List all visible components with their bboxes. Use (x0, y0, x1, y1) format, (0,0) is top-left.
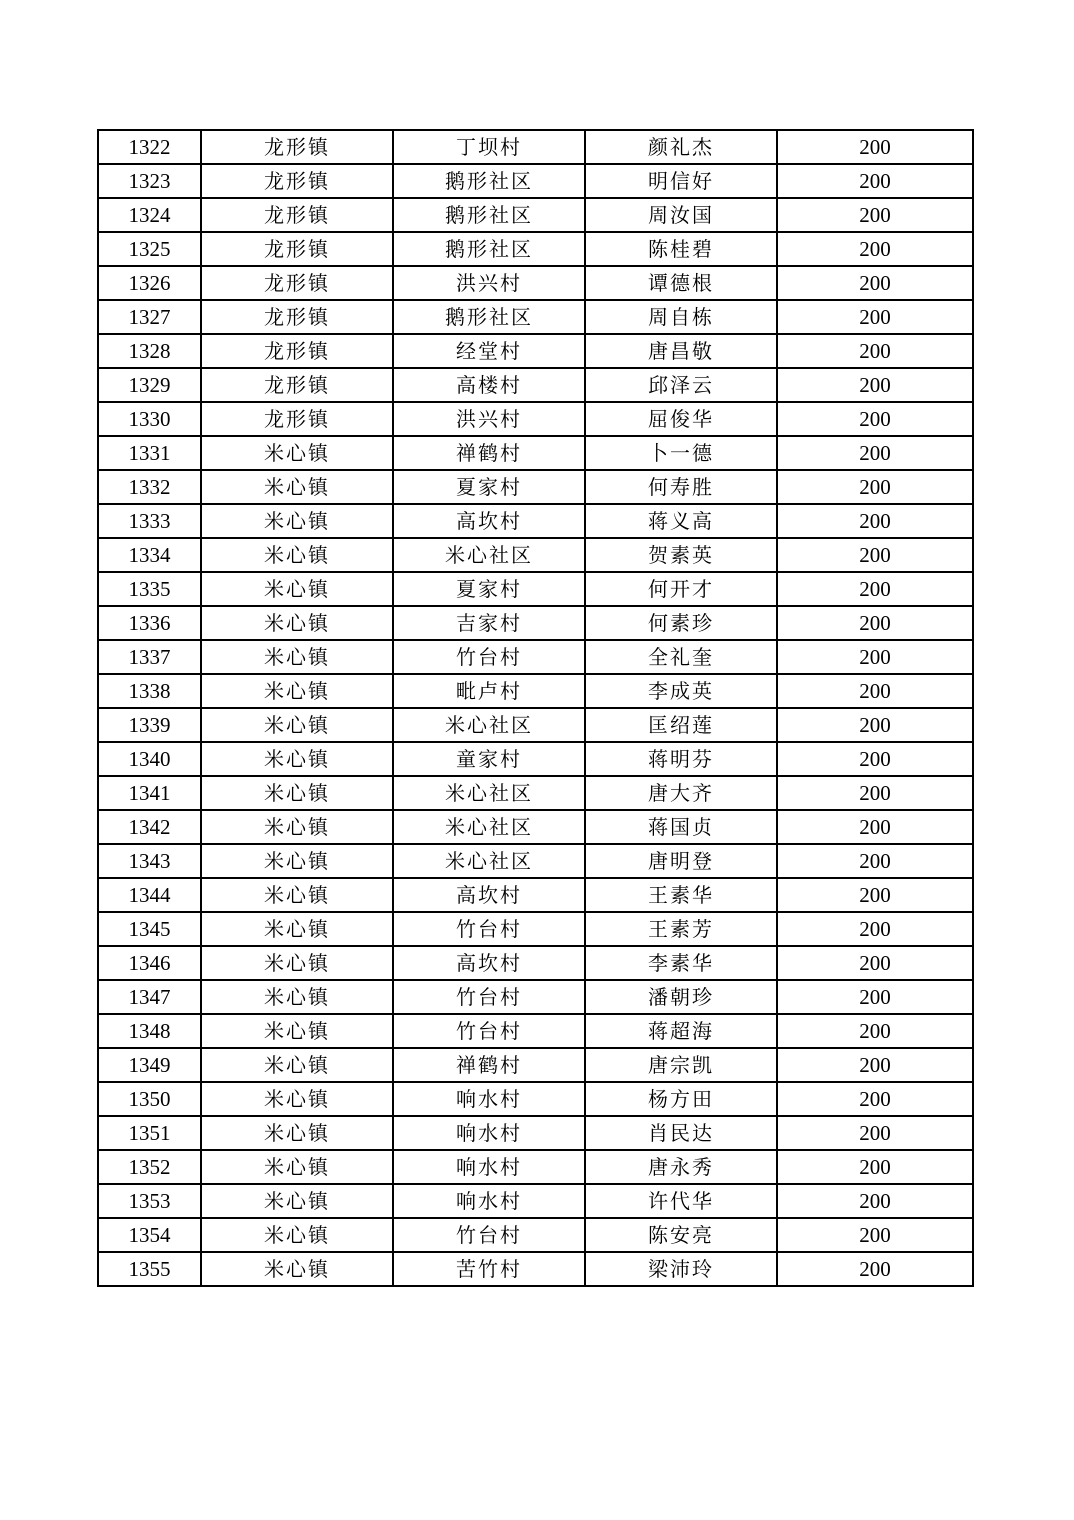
table-row (98, 606, 973, 640)
cell-village: 鹅形社区 (393, 164, 585, 198)
table-row (98, 300, 973, 334)
cell-amount: 200 (777, 674, 973, 708)
cell-serial-number: 1331 (98, 436, 201, 470)
cell-person-name: 李素华 (585, 946, 777, 980)
cell-town: 米心镇 (201, 504, 393, 538)
cell-amount: 200 (777, 742, 973, 776)
table-row (98, 402, 973, 436)
table-row (98, 946, 973, 980)
cell-town: 龙形镇 (201, 198, 393, 232)
cell-person-name: 何寿胜 (585, 470, 777, 504)
table-row (98, 334, 973, 368)
cell-serial-number: 1351 (98, 1116, 201, 1150)
cell-serial-number: 1349 (98, 1048, 201, 1082)
cell-town: 米心镇 (201, 810, 393, 844)
cell-person-name: 屈俊华 (585, 402, 777, 436)
cell-amount: 200 (777, 198, 973, 232)
table-row (98, 266, 973, 300)
cell-village: 经堂村 (393, 334, 585, 368)
cell-serial-number: 1348 (98, 1014, 201, 1048)
cell-serial-number: 1324 (98, 198, 201, 232)
cell-person-name: 李成英 (585, 674, 777, 708)
cell-village: 米心社区 (393, 844, 585, 878)
cell-town: 米心镇 (201, 742, 393, 776)
cell-person-name: 唐昌敬 (585, 334, 777, 368)
document-page (97, 129, 972, 1287)
cell-person-name: 杨方田 (585, 1082, 777, 1116)
cell-town: 米心镇 (201, 538, 393, 572)
cell-village: 响水村 (393, 1150, 585, 1184)
cell-person-name: 蒋超海 (585, 1014, 777, 1048)
cell-serial-number: 1330 (98, 402, 201, 436)
cell-town: 米心镇 (201, 470, 393, 504)
cell-town: 米心镇 (201, 878, 393, 912)
table-row (98, 436, 973, 470)
cell-town: 米心镇 (201, 1184, 393, 1218)
cell-person-name: 蒋义高 (585, 504, 777, 538)
table-row (98, 164, 973, 198)
cell-village: 响水村 (393, 1116, 585, 1150)
cell-serial-number: 1353 (98, 1184, 201, 1218)
cell-village: 响水村 (393, 1082, 585, 1116)
table-row (98, 368, 973, 402)
cell-serial-number: 1328 (98, 334, 201, 368)
cell-person-name: 陈安亮 (585, 1218, 777, 1252)
cell-town: 米心镇 (201, 436, 393, 470)
cell-amount: 200 (777, 232, 973, 266)
table-row (98, 1082, 973, 1116)
cell-serial-number: 1355 (98, 1252, 201, 1286)
cell-village: 鹅形社区 (393, 198, 585, 232)
cell-serial-number: 1340 (98, 742, 201, 776)
cell-amount: 200 (777, 1184, 973, 1218)
cell-amount: 200 (777, 436, 973, 470)
table-row (98, 1218, 973, 1252)
cell-serial-number: 1341 (98, 776, 201, 810)
cell-amount: 200 (777, 538, 973, 572)
cell-person-name: 卜一德 (585, 436, 777, 470)
cell-town: 米心镇 (201, 606, 393, 640)
cell-serial-number: 1350 (98, 1082, 201, 1116)
cell-amount: 200 (777, 946, 973, 980)
cell-person-name: 唐永秀 (585, 1150, 777, 1184)
table-row (98, 776, 973, 810)
table-row (98, 742, 973, 776)
cell-town: 龙形镇 (201, 300, 393, 334)
cell-amount: 200 (777, 878, 973, 912)
cell-village: 竹台村 (393, 1014, 585, 1048)
cell-village: 洪兴村 (393, 402, 585, 436)
cell-town: 米心镇 (201, 1048, 393, 1082)
cell-amount: 200 (777, 708, 973, 742)
cell-person-name: 何开才 (585, 572, 777, 606)
cell-village: 高坎村 (393, 878, 585, 912)
cell-town: 米心镇 (201, 640, 393, 674)
cell-person-name: 蒋明芬 (585, 742, 777, 776)
cell-amount: 200 (777, 164, 973, 198)
cell-person-name: 颜礼杰 (585, 130, 777, 164)
cell-village: 竹台村 (393, 640, 585, 674)
table-row (98, 674, 973, 708)
table-row (98, 198, 973, 232)
cell-person-name: 唐宗凯 (585, 1048, 777, 1082)
cell-amount: 200 (777, 1252, 973, 1286)
cell-village: 竹台村 (393, 1218, 585, 1252)
cell-amount: 200 (777, 844, 973, 878)
cell-village: 高坎村 (393, 504, 585, 538)
cell-person-name: 唐明登 (585, 844, 777, 878)
cell-amount: 200 (777, 470, 973, 504)
cell-village: 竹台村 (393, 980, 585, 1014)
cell-serial-number: 1322 (98, 130, 201, 164)
cell-person-name: 蒋国贞 (585, 810, 777, 844)
table-row (98, 504, 973, 538)
cell-serial-number: 1333 (98, 504, 201, 538)
cell-village: 洪兴村 (393, 266, 585, 300)
cell-village: 鹅形社区 (393, 232, 585, 266)
cell-person-name: 何素珍 (585, 606, 777, 640)
cell-amount: 200 (777, 980, 973, 1014)
cell-serial-number: 1332 (98, 470, 201, 504)
cell-town: 米心镇 (201, 1014, 393, 1048)
cell-serial-number: 1336 (98, 606, 201, 640)
cell-person-name: 明信好 (585, 164, 777, 198)
cell-amount: 200 (777, 300, 973, 334)
cell-village: 米心社区 (393, 810, 585, 844)
table-row (98, 538, 973, 572)
roster-table (97, 129, 974, 1287)
cell-town: 米心镇 (201, 572, 393, 606)
cell-serial-number: 1352 (98, 1150, 201, 1184)
cell-serial-number: 1343 (98, 844, 201, 878)
cell-serial-number: 1335 (98, 572, 201, 606)
table-row (98, 1014, 973, 1048)
cell-town: 米心镇 (201, 980, 393, 1014)
cell-village: 毗卢村 (393, 674, 585, 708)
cell-amount: 200 (777, 266, 973, 300)
cell-person-name: 梁沛玲 (585, 1252, 777, 1286)
cell-town: 米心镇 (201, 1218, 393, 1252)
cell-amount: 200 (777, 1014, 973, 1048)
cell-person-name: 潘朝珍 (585, 980, 777, 1014)
cell-amount: 200 (777, 1082, 973, 1116)
cell-village: 高坎村 (393, 946, 585, 980)
cell-serial-number: 1325 (98, 232, 201, 266)
cell-village: 禅鹤村 (393, 436, 585, 470)
table-row (98, 1150, 973, 1184)
cell-village: 吉家村 (393, 606, 585, 640)
cell-village: 响水村 (393, 1184, 585, 1218)
table-row (98, 640, 973, 674)
table-row (98, 810, 973, 844)
cell-person-name: 全礼奎 (585, 640, 777, 674)
cell-village: 鹅形社区 (393, 300, 585, 334)
cell-village: 米心社区 (393, 708, 585, 742)
cell-town: 米心镇 (201, 1082, 393, 1116)
table-row (98, 708, 973, 742)
roster-table-body (98, 130, 973, 1286)
cell-serial-number: 1345 (98, 912, 201, 946)
cell-town: 龙形镇 (201, 402, 393, 436)
cell-amount: 200 (777, 640, 973, 674)
cell-village: 米心社区 (393, 538, 585, 572)
cell-person-name: 邱泽云 (585, 368, 777, 402)
cell-person-name: 匡绍莲 (585, 708, 777, 742)
cell-town: 龙形镇 (201, 164, 393, 198)
cell-town: 龙形镇 (201, 232, 393, 266)
cell-town: 米心镇 (201, 946, 393, 980)
cell-serial-number: 1344 (98, 878, 201, 912)
cell-person-name: 陈桂碧 (585, 232, 777, 266)
cell-amount: 200 (777, 1116, 973, 1150)
cell-serial-number: 1346 (98, 946, 201, 980)
cell-person-name: 贺素英 (585, 538, 777, 572)
table-row (98, 844, 973, 878)
table-row (98, 470, 973, 504)
table-row (98, 878, 973, 912)
table-row (98, 912, 973, 946)
cell-amount: 200 (777, 1218, 973, 1252)
cell-village: 禅鹤村 (393, 1048, 585, 1082)
table-row (98, 1252, 973, 1286)
cell-person-name: 唐大齐 (585, 776, 777, 810)
cell-town: 米心镇 (201, 1252, 393, 1286)
cell-amount: 200 (777, 572, 973, 606)
cell-amount: 200 (777, 810, 973, 844)
cell-serial-number: 1337 (98, 640, 201, 674)
cell-town: 米心镇 (201, 776, 393, 810)
cell-town: 米心镇 (201, 912, 393, 946)
cell-amount: 200 (777, 1150, 973, 1184)
cell-serial-number: 1329 (98, 368, 201, 402)
cell-serial-number: 1338 (98, 674, 201, 708)
cell-person-name: 肖民达 (585, 1116, 777, 1150)
table-row (98, 232, 973, 266)
cell-town: 龙形镇 (201, 368, 393, 402)
cell-serial-number: 1347 (98, 980, 201, 1014)
cell-town: 龙形镇 (201, 130, 393, 164)
cell-town: 米心镇 (201, 708, 393, 742)
cell-amount: 200 (777, 130, 973, 164)
cell-amount: 200 (777, 504, 973, 538)
table-row (98, 572, 973, 606)
cell-amount: 200 (777, 912, 973, 946)
cell-village: 竹台村 (393, 912, 585, 946)
table-row (98, 980, 973, 1014)
cell-amount: 200 (777, 606, 973, 640)
cell-person-name: 王素芳 (585, 912, 777, 946)
cell-serial-number: 1342 (98, 810, 201, 844)
cell-serial-number: 1323 (98, 164, 201, 198)
cell-village: 丁坝村 (393, 130, 585, 164)
cell-town: 米心镇 (201, 674, 393, 708)
cell-village: 夏家村 (393, 572, 585, 606)
table-row (98, 1184, 973, 1218)
table-row (98, 1116, 973, 1150)
cell-town: 龙形镇 (201, 266, 393, 300)
cell-town: 米心镇 (201, 1150, 393, 1184)
cell-town: 龙形镇 (201, 334, 393, 368)
cell-village: 苦竹村 (393, 1252, 585, 1286)
cell-amount: 200 (777, 368, 973, 402)
table-row (98, 130, 973, 164)
cell-person-name: 谭德根 (585, 266, 777, 300)
table-row (98, 1048, 973, 1082)
cell-amount: 200 (777, 334, 973, 368)
cell-amount: 200 (777, 402, 973, 436)
cell-person-name: 王素华 (585, 878, 777, 912)
cell-village: 高楼村 (393, 368, 585, 402)
cell-village: 夏家村 (393, 470, 585, 504)
cell-person-name: 周汝国 (585, 198, 777, 232)
cell-village: 米心社区 (393, 776, 585, 810)
cell-serial-number: 1354 (98, 1218, 201, 1252)
cell-amount: 200 (777, 1048, 973, 1082)
cell-person-name: 周自栋 (585, 300, 777, 334)
cell-town: 米心镇 (201, 1116, 393, 1150)
cell-person-name: 许代华 (585, 1184, 777, 1218)
cell-village: 童家村 (393, 742, 585, 776)
cell-amount: 200 (777, 776, 973, 810)
cell-serial-number: 1327 (98, 300, 201, 334)
cell-town: 米心镇 (201, 844, 393, 878)
cell-serial-number: 1326 (98, 266, 201, 300)
cell-serial-number: 1334 (98, 538, 201, 572)
cell-serial-number: 1339 (98, 708, 201, 742)
